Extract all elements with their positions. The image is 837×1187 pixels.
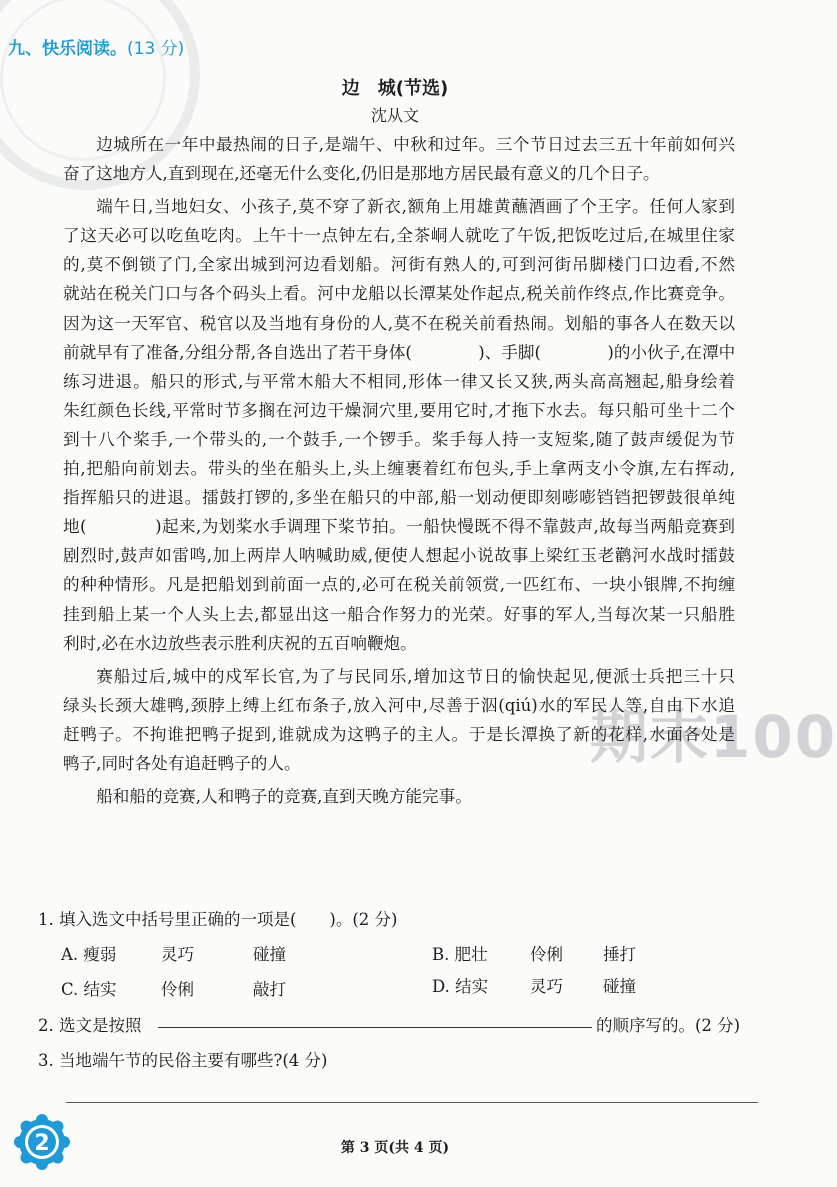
option-d-word-2: 灵巧	[530, 977, 563, 996]
answer-line[interactable]	[66, 1102, 758, 1103]
passage-line: 朱红颜色长线,平常时节多搁在河边干燥洞穴里,要用它时,才拖下水去。每只船可坐十二个	[63, 400, 735, 420]
option-b-word-3: 捶打	[603, 945, 636, 964]
option-c-word-2: 伶俐	[161, 980, 194, 999]
option-d[interactable]	[432, 973, 636, 997]
passage-line: 鸭子,同时各处有追赶鸭子的人。	[63, 753, 301, 773]
section-title	[8, 34, 184, 59]
question-1: 1. 填入选文中括号里正确的一项是( )。(2 分)	[38, 910, 398, 929]
paragraph-1	[63, 130, 735, 188]
question-2-prefix: 2. 选文是按照	[38, 1016, 142, 1035]
option-a-word-1: A. 瘦弱	[61, 945, 117, 964]
option-a-word-3: 碰撞	[253, 945, 286, 964]
passage-line: 练习进退。船只的形式,与平常木船大不相同,形体一律又长又狭,两头高高翘起,船身绘着	[63, 371, 735, 391]
option-c[interactable]	[61, 976, 286, 1000]
passage-line: 船和船的竞赛,人和鸭子的竞赛,直到天晚方能完事。	[96, 787, 472, 807]
passage-line: 就站在税关门口与各个码头上看。河中龙船以长潭某处作起点,税关前作终点,作比赛竞争。	[63, 284, 735, 304]
passage-line: 指挥船只的进退。擂鼓打锣的,多坐在船只的中部,船一划动便即刻嘭嘭铛铛把锣鼓很单纯	[63, 488, 735, 508]
passage-line: 地( )起来,为划桨水手调理下桨节拍。一船快慢既不得不靠鼓声,故每当两船竞赛到	[63, 517, 735, 537]
passage-line: 了这天必可以吃鱼吃肉。上午十一点钟左右,全茶峒人就吃了午饭,把饭吃过后,在城里住家	[63, 226, 735, 246]
passage-line: 剧烈时,鼓声如雷鸣,加上两岸人呐喊助威,便使人想起小说故事上梁红玉老鹳河水战时擂鼓	[63, 546, 735, 566]
option-b-word-2: 伶俐	[530, 945, 563, 964]
passage-line: 绿头长颈大雄鸭,颈脖上缚上红布条子,放入河中,尽善于泅(qiú)水的军民人等,自由下水追	[63, 695, 735, 715]
article-author: 沈从文	[370, 106, 419, 125]
passage-line: 挂到船上某一个人头上去,都显出这一船合作努力的光荣。好事的军人,当每次某一只船胜	[63, 604, 735, 624]
section-title-text: 九、快乐阅读。	[8, 39, 127, 59]
article-title: 边 城(节选)	[341, 78, 449, 99]
passage-line: 赛船过后,城中的戍军长官,为了与民同乐,增加这节日的愉快起见,便派士兵把三十只	[96, 666, 735, 686]
passage-line: 赶鸭子。不拘谁把鸭子捉到,谁就成为这鸭子的主人。于是长潭换了新的花样,水面各处是	[63, 724, 735, 744]
option-d-word-1: D. 结实	[432, 977, 489, 996]
watermark-text: 期末100	[590, 703, 837, 771]
page-badge-number: 2	[34, 1131, 50, 1156]
option-c-word-3: 敲打	[253, 980, 286, 999]
question-2-suffix: 的顺序写的。(2 分)	[596, 1016, 741, 1035]
passage-line: 拍,把船向前划去。带头的坐在船头上,头上缠裹着红布包头,手上拿两支小令旗,左右挥动,	[63, 459, 735, 479]
option-b[interactable]	[432, 941, 636, 965]
page-footer: 第 3 页(共 4 页)	[340, 1140, 450, 1156]
answer-blank-line[interactable]	[158, 1027, 592, 1028]
option-a-word-2: 灵巧	[161, 945, 194, 964]
option-a[interactable]	[61, 941, 286, 965]
option-d-word-3: 碰撞	[603, 977, 636, 996]
option-b-word-1: B. 肥壮	[432, 945, 488, 964]
option-c-word-1: C. 结实	[61, 980, 117, 999]
passage-line: 因为这一天军官、税官以及当地有身份的人,莫不在税关前看热闹。划船的事各人在数天以	[63, 313, 735, 333]
paragraph-2	[63, 192, 735, 658]
passage-line: 到十八个桨手,一个带头的,一个鼓手,一个锣手。桨手每人持一支短桨,随了鼓声缓促为节	[63, 429, 735, 449]
passage-line: 前就早有了准备,分组分帮,各自选出了若干身体( )、手脚( )的小伙子,在潭中	[63, 342, 736, 362]
section-points: (13 分)	[127, 39, 185, 59]
paragraph-4	[63, 782, 735, 811]
passage-line: 端午日,当地妇女、小孩子,莫不穿了新衣,额角上用雄黄蘸酒画了个王字。任何人家到	[96, 197, 735, 217]
question-3: 3. 当地端午节的民俗主要有哪些?(4 分)	[38, 1051, 328, 1070]
passage-line: 的种种情形。凡是把船划到前面一点的,必可在税关前领赏,一匹红布、一块小银牌,不拘缠	[63, 575, 735, 595]
passage-line: 边城所在一年中最热闹的日子,是端午、中秋和过年。三个节日过去三五十年前如何兴	[96, 135, 735, 154]
passage-line: 奋了这地方人,直到现在,还毫无什么变化,仍旧是那地方居民最有意义的几个日子。	[63, 164, 660, 184]
passage-line: 的,莫不倒锁了门,全家出城到河边看划船。河街有熟人的,可到河街吊脚楼门口边看,不然	[63, 255, 735, 275]
passage-line: 利时,必在水边放些表示胜利庆祝的五百响鞭炮。	[63, 633, 417, 653]
